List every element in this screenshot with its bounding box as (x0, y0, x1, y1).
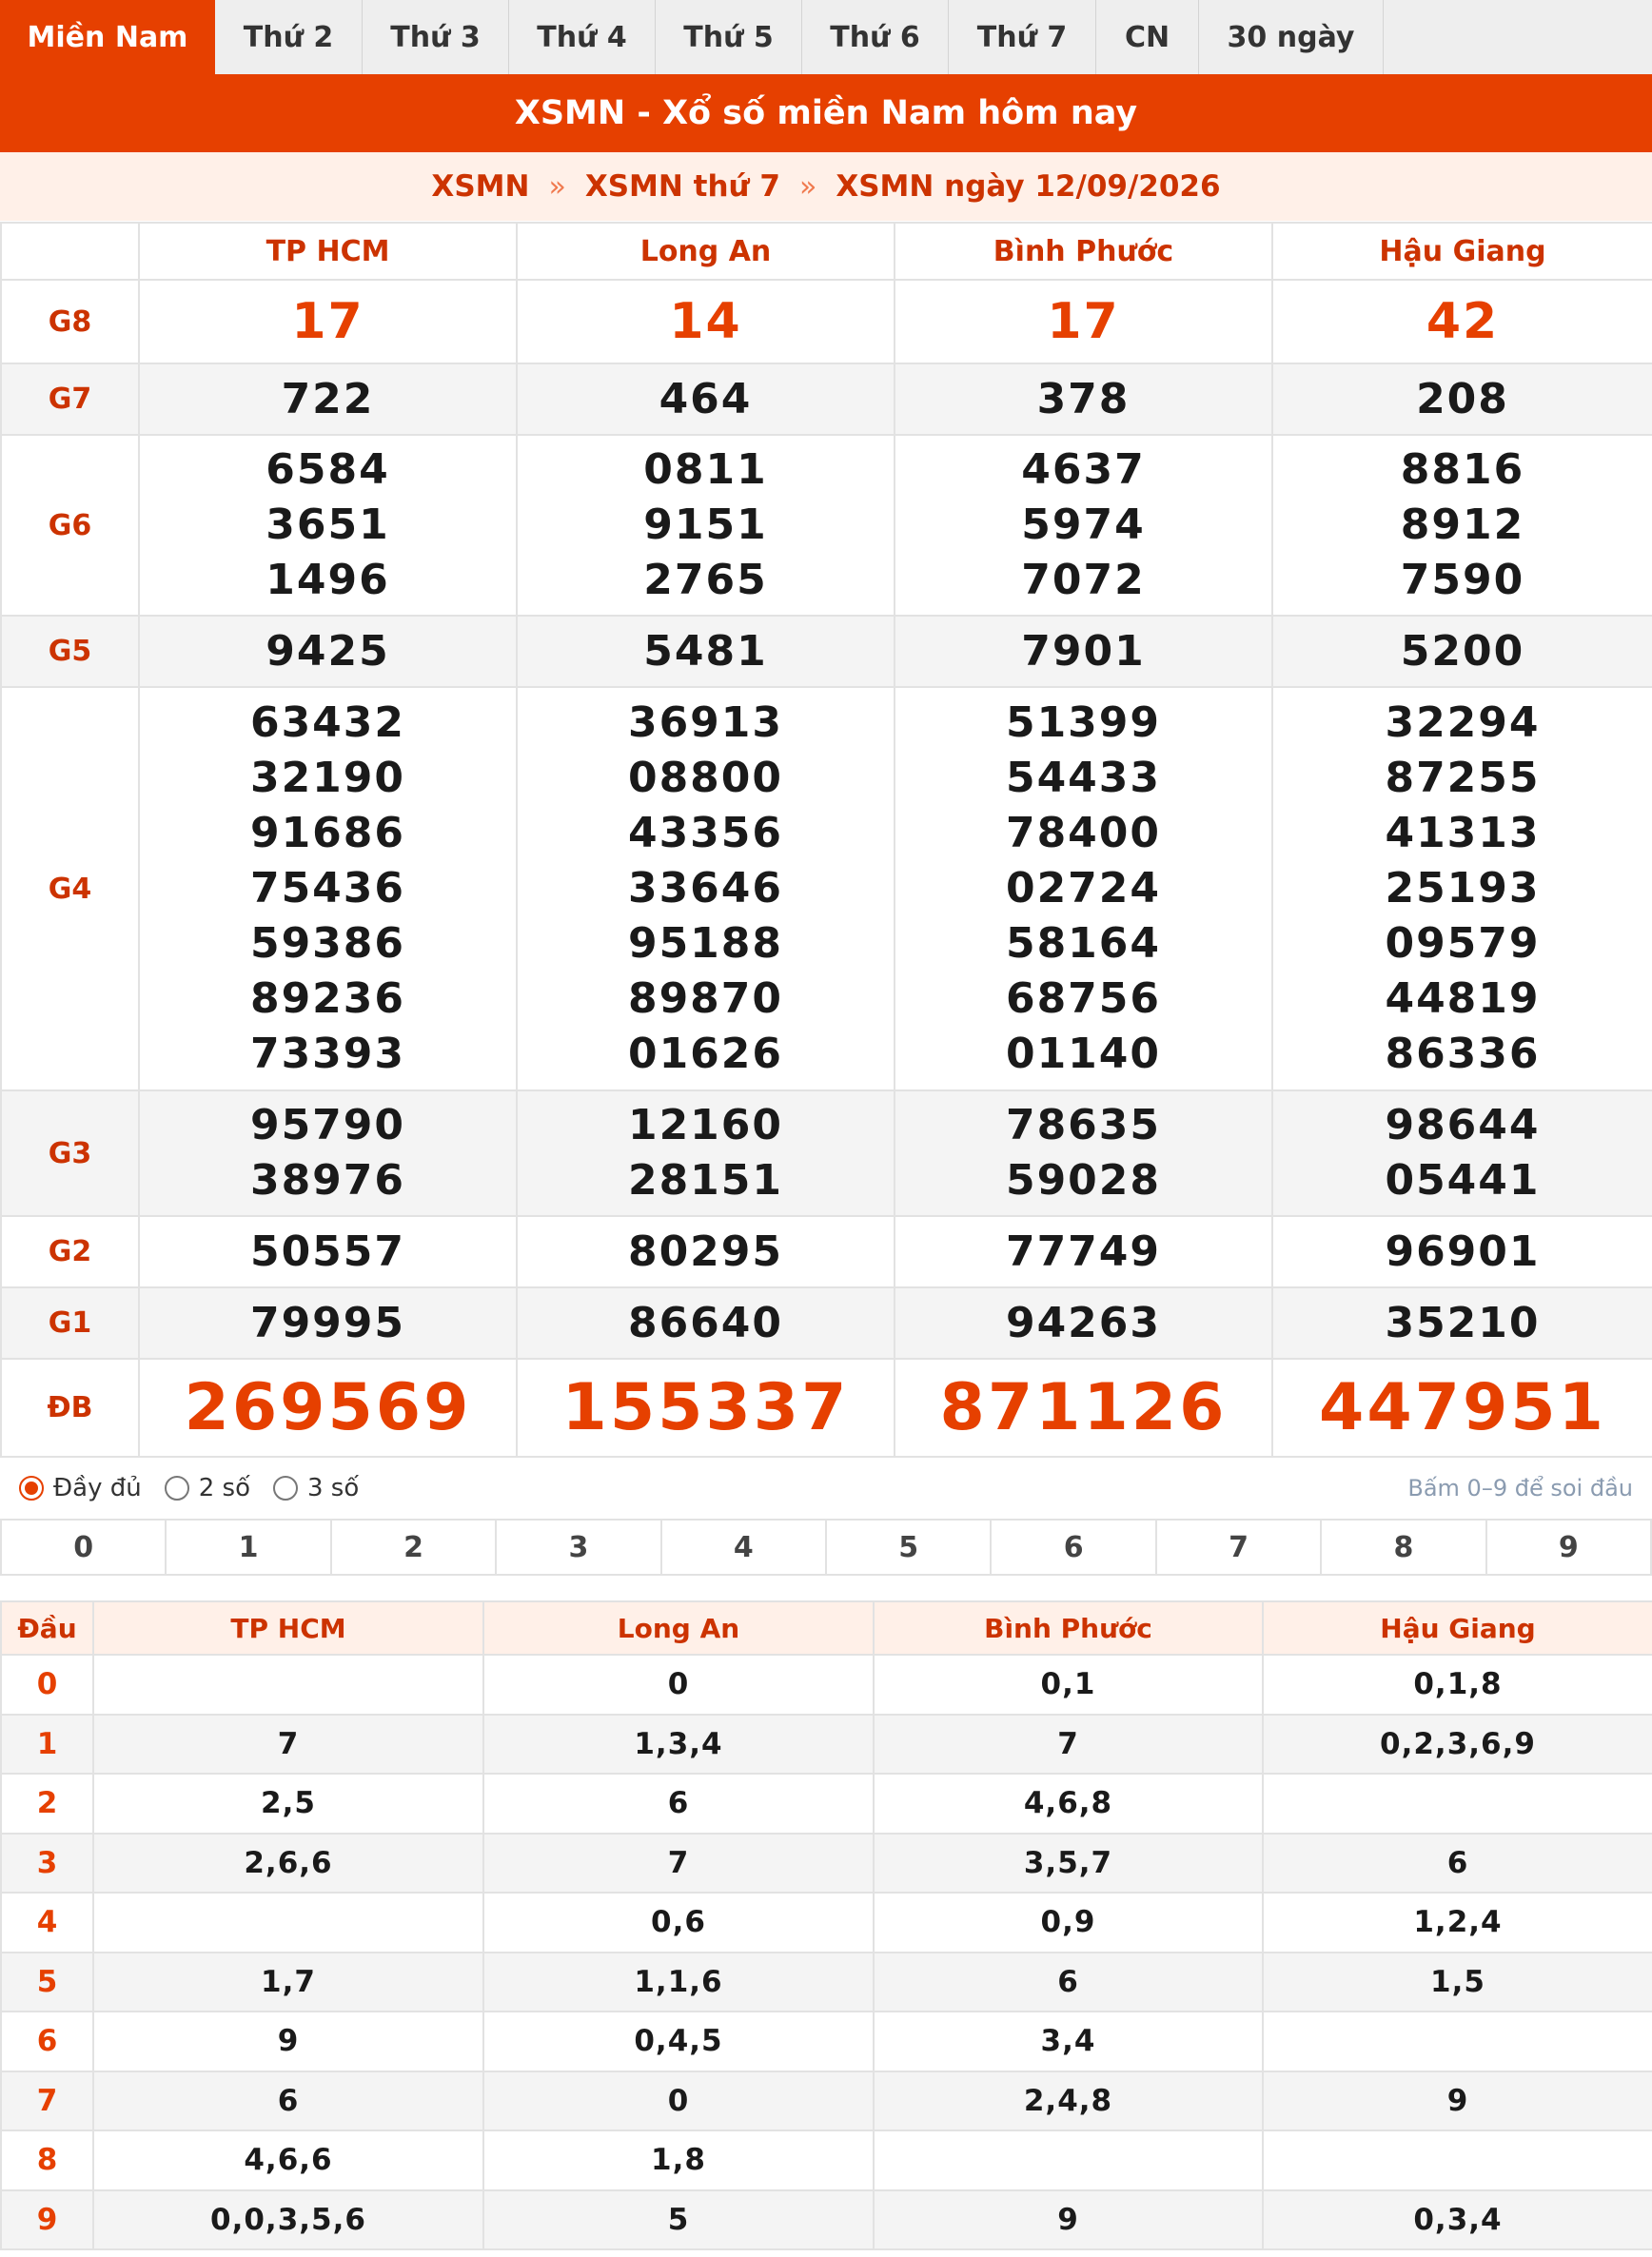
prize-number: 36913 (627, 698, 784, 747)
prize-label: G1 (1, 1287, 139, 1359)
province-header: Hậu Giang (1263, 1601, 1652, 1655)
loto-row (1, 2071, 1652, 2131)
tab-thu-5[interactable]: Thứ 5 (656, 0, 802, 74)
prize-number: 94263 (1005, 1298, 1162, 1347)
loto-tails-cell: 0,4,5 (483, 2012, 874, 2071)
prize-number: 78635 (1005, 1101, 1162, 1149)
prize-cell (895, 687, 1272, 1090)
prize-cell (895, 1090, 1272, 1216)
digit-button-9[interactable]: 9 (1487, 1521, 1652, 1574)
prize-number: 89870 (627, 974, 784, 1023)
loto-table (0, 1600, 1652, 2250)
prize-number: 7072 (1021, 556, 1146, 604)
loto-tails-cell: 0,2,3,6,9 (1263, 1715, 1652, 1775)
prize-number: 7901 (1021, 626, 1146, 676)
prize-cell (139, 363, 517, 435)
radio-label: 3 số (306, 1474, 360, 1502)
loto-tails-cell: 1,1,6 (483, 1953, 874, 2012)
prize-cell (1272, 280, 1652, 363)
radio-checked-icon (19, 1476, 44, 1501)
province-header[interactable]: Hậu Giang (1272, 223, 1652, 280)
loto-head-digit: 5 (1, 1953, 93, 2012)
loto-tails-cell: 0,0,3,5,6 (93, 2190, 483, 2250)
prize-number: 32190 (249, 754, 406, 802)
prize-cell (517, 1359, 895, 1457)
loto-row (1, 1774, 1652, 1834)
loto-tails-cell: 1,8 (483, 2130, 874, 2190)
prize-row (1, 435, 1652, 616)
loto-head-digit: 2 (1, 1774, 93, 1834)
loto-row (1, 2130, 1652, 2190)
loto-row (1, 2190, 1652, 2250)
corner-cell (1, 223, 139, 280)
prize-cell (139, 1287, 517, 1359)
prize-number: 269569 (184, 1369, 472, 1445)
loto-tails-cell: 0,1,8 (1263, 1655, 1652, 1715)
digit-button-6[interactable]: 6 (992, 1521, 1156, 1574)
prize-number: 75436 (249, 864, 406, 913)
loto-tails-cell (1263, 2012, 1652, 2071)
loto-row (1, 1953, 1652, 2012)
prize-number: 59386 (249, 919, 406, 968)
prize-number: 8912 (1400, 500, 1525, 549)
loto-head-digit: 7 (1, 2071, 93, 2131)
prize-cell (895, 280, 1272, 363)
prize-number: 78400 (1005, 809, 1162, 857)
prize-number: 9425 (266, 626, 390, 676)
province-header: Bình Phước (874, 1601, 1263, 1655)
prize-number: 378 (1036, 374, 1131, 423)
prize-number: 447951 (1319, 1369, 1606, 1445)
prize-number: 5200 (1400, 626, 1525, 676)
radio-2-digits[interactable] (165, 1474, 250, 1502)
prize-number: 91686 (249, 809, 406, 857)
prize-number: 86640 (627, 1298, 784, 1347)
prize-cell (1272, 1359, 1652, 1457)
loto-row (1, 1893, 1652, 1953)
prize-row (1, 687, 1652, 1090)
loto-tails-cell: 4,6,8 (874, 1774, 1263, 1834)
prize-number: 54433 (1005, 754, 1162, 802)
prize-cell (1272, 1287, 1652, 1359)
prize-number: 4637 (1021, 445, 1146, 494)
prize-number: 6584 (266, 445, 390, 494)
display-options (0, 1458, 1652, 1519)
loto-head-digit: 8 (1, 2130, 93, 2190)
tab-mien-nam[interactable]: Miền Nam (0, 0, 215, 74)
digit-button-7[interactable]: 7 (1157, 1521, 1322, 1574)
loto-head-column-header: Đầu (1, 1601, 93, 1655)
loto-head-digit: 0 (1, 1655, 93, 1715)
prize-number: 0811 (643, 445, 768, 494)
breadcrumb-current-date[interactable]: XSMN ngày 12/09/2026 (836, 169, 1221, 204)
prize-number: 87255 (1385, 754, 1541, 802)
prize-cell (139, 1216, 517, 1287)
radio-unchecked-icon (165, 1476, 189, 1501)
digit-button-0[interactable]: 0 (0, 1521, 167, 1574)
loto-tails-cell: 0,3,4 (1263, 2190, 1652, 2250)
radio-3-digits[interactable] (273, 1474, 359, 1502)
loto-tails-cell: 6 (93, 2071, 483, 2131)
prize-number: 17 (1047, 293, 1120, 350)
tab-cn[interactable]: CN (1096, 0, 1199, 74)
tab-thu-2[interactable]: Thứ 2 (215, 0, 363, 74)
loto-tails-cell (1263, 1774, 1652, 1834)
prize-label: G6 (1, 435, 139, 616)
prize-cell (517, 687, 895, 1090)
digit-hint: Bấm 0–9 để soi đầu (1407, 1475, 1633, 1501)
loto-row (1, 2012, 1652, 2071)
loto-head-digit: 1 (1, 1715, 93, 1775)
loto-tails-cell: 9 (1263, 2071, 1652, 2131)
prize-number: 28151 (627, 1156, 784, 1205)
digit-button-2[interactable]: 2 (332, 1521, 497, 1574)
prize-label: G7 (1, 363, 139, 435)
prize-number: 89236 (249, 974, 406, 1023)
prize-label: G5 (1, 616, 139, 687)
prize-cell (517, 1287, 895, 1359)
loto-tails-cell (93, 1893, 483, 1953)
prize-number: 2765 (643, 556, 768, 604)
loto-tails-cell (93, 1655, 483, 1715)
prize-number: 871126 (939, 1369, 1228, 1445)
loto-head-digit: 3 (1, 1834, 93, 1894)
loto-head-digit: 9 (1, 2190, 93, 2250)
prize-number: 79995 (249, 1298, 406, 1347)
prize-number: 41313 (1385, 809, 1541, 857)
loto-tails-cell: 0,1 (874, 1655, 1263, 1715)
prize-cell (517, 1216, 895, 1287)
prize-number: 9151 (643, 500, 768, 549)
prize-number: 86336 (1385, 1030, 1541, 1078)
prize-cell (517, 1090, 895, 1216)
region-tabs (0, 0, 1652, 74)
prize-number: 96901 (1385, 1227, 1541, 1276)
province-header[interactable]: TP HCM (139, 223, 517, 280)
prize-cell (1272, 1216, 1652, 1287)
prize-number: 722 (281, 374, 375, 423)
tab-thu-4[interactable]: Thứ 4 (509, 0, 656, 74)
loto-tails-cell: 1,5 (1263, 1953, 1652, 2012)
loto-tails-cell: 7 (874, 1715, 1263, 1775)
prize-cell (1272, 687, 1652, 1090)
prize-number: 09579 (1385, 919, 1541, 968)
prize-number: 02724 (1005, 864, 1162, 913)
province-header[interactable]: Bình Phước (895, 223, 1272, 280)
prize-row (1, 280, 1652, 363)
prize-cell (1272, 616, 1652, 687)
prize-cell (895, 1216, 1272, 1287)
prize-label: ĐB (1, 1359, 139, 1457)
prize-cell (895, 435, 1272, 616)
prize-cell (895, 1287, 1272, 1359)
loto-tails-cell: 2,4,8 (874, 2071, 1263, 2131)
prize-number: 77749 (1005, 1227, 1162, 1276)
breadcrumb-xsmn[interactable]: XSMN (431, 169, 530, 204)
loto-header-row (1, 1601, 1652, 1655)
prize-label: G2 (1, 1216, 139, 1287)
loto-row (1, 1655, 1652, 1715)
prize-cell (517, 616, 895, 687)
loto-tails-cell: 1,3,4 (483, 1715, 874, 1775)
prize-label: G3 (1, 1090, 139, 1216)
prize-number: 73393 (249, 1030, 406, 1078)
loto-row (1, 1715, 1652, 1775)
prize-number: 50557 (249, 1227, 406, 1276)
prize-number: 25193 (1385, 864, 1541, 913)
loto-tails-cell: 0 (483, 1655, 874, 1715)
province-header: Long An (483, 1601, 874, 1655)
prize-number: 95790 (249, 1101, 406, 1149)
loto-tails-cell: 7 (483, 1834, 874, 1894)
prize-number: 08800 (627, 754, 784, 802)
loto-tails-cell: 1,2,4 (1263, 1893, 1652, 1953)
prize-row (1, 616, 1652, 687)
breadcrumb-separator: » (798, 169, 817, 204)
prize-number: 05441 (1385, 1156, 1541, 1205)
loto-tails-cell: 0 (483, 2071, 874, 2131)
prize-row (1, 1090, 1652, 1216)
loto-tails-cell: 2,5 (93, 1774, 483, 1834)
prize-number: 14 (669, 293, 742, 350)
loto-tails-cell: 7 (93, 1715, 483, 1775)
loto-tails-cell: 2,6,6 (93, 1834, 483, 1894)
prize-cell (895, 1359, 1272, 1457)
prize-cell (139, 435, 517, 616)
loto-tails-cell: 6 (483, 1774, 874, 1834)
prize-cell (895, 616, 1272, 687)
prize-number: 12160 (627, 1101, 784, 1149)
prize-number: 155337 (561, 1369, 850, 1445)
prize-number: 01140 (1005, 1030, 1162, 1078)
province-header: TP HCM (93, 1601, 483, 1655)
loto-tails-cell: 6 (874, 1953, 1263, 2012)
loto-tails-cell: 6 (1263, 1834, 1652, 1894)
prize-number: 51399 (1005, 698, 1162, 747)
loto-tails-cell (1263, 2130, 1652, 2190)
tab-thu-3[interactable]: Thứ 3 (363, 0, 509, 74)
digit-button-4[interactable]: 4 (662, 1521, 827, 1574)
prize-number: 35210 (1385, 1298, 1541, 1347)
results-header-row (1, 223, 1652, 280)
breadcrumb-separator: » (548, 169, 566, 204)
prize-cell (1272, 1090, 1652, 1216)
prize-number: 43356 (627, 809, 784, 857)
prize-number: 95188 (627, 919, 784, 968)
prize-number: 464 (659, 374, 753, 423)
loto-head-digit: 4 (1, 1893, 93, 1953)
prize-number: 80295 (627, 1227, 784, 1276)
prize-row (1, 1216, 1652, 1287)
digit-button-5[interactable]: 5 (827, 1521, 992, 1574)
prize-cell (517, 363, 895, 435)
loto-row (1, 1834, 1652, 1894)
prize-number: 63432 (249, 698, 406, 747)
prize-number: 17 (291, 293, 364, 350)
loto-tails-cell: 4,6,6 (93, 2130, 483, 2190)
prize-number: 58164 (1005, 919, 1162, 968)
digit-button-3[interactable]: 3 (497, 1521, 661, 1574)
prize-cell (139, 687, 517, 1090)
prize-cell (1272, 435, 1652, 616)
prize-cell (139, 616, 517, 687)
prize-number: 3651 (266, 500, 390, 549)
prize-cell (895, 363, 1272, 435)
prize-row (1, 363, 1652, 435)
prize-number: 68756 (1005, 974, 1162, 1023)
prize-number: 42 (1426, 293, 1500, 350)
results-table (0, 222, 1652, 1458)
loto-tails-cell: 9 (874, 2190, 1263, 2250)
page-title: XSMN - Xổ số miền Nam hôm nay (0, 74, 1652, 152)
prize-number: 5974 (1021, 500, 1146, 549)
prize-cell (517, 280, 895, 363)
tab-thu-6[interactable]: Thứ 6 (802, 0, 949, 74)
breadcrumb-xsmn-thu-7[interactable]: XSMN thứ 7 (584, 169, 780, 204)
digit-filter (0, 1519, 1652, 1576)
radio-full[interactable] (19, 1474, 142, 1502)
prize-number: 208 (1416, 374, 1509, 423)
prize-cell (139, 280, 517, 363)
breadcrumb (0, 152, 1652, 221)
loto-tails-cell: 0,9 (874, 1893, 1263, 1953)
prize-number: 44819 (1385, 974, 1541, 1023)
radio-unchecked-icon (273, 1476, 298, 1501)
digit-button-1[interactable]: 1 (167, 1521, 331, 1574)
prize-cell (139, 1359, 517, 1457)
prize-number: 38976 (249, 1156, 406, 1205)
province-header[interactable]: Long An (517, 223, 895, 280)
loto-tails-cell (874, 2130, 1263, 2190)
tab-30-ngay[interactable]: 30 ngày (1199, 0, 1384, 74)
prize-number: 5481 (643, 626, 768, 676)
loto-tails-cell: 1,7 (93, 1953, 483, 2012)
prize-cell (517, 435, 895, 616)
loto-head-digit: 6 (1, 2012, 93, 2071)
prize-number: 8816 (1400, 445, 1525, 494)
prize-number: 7590 (1400, 556, 1525, 604)
prize-cell (1272, 363, 1652, 435)
radio-label: Đầy đủ (53, 1474, 142, 1502)
radio-label: 2 số (198, 1474, 250, 1502)
tab-thu-7[interactable]: Thứ 7 (949, 0, 1096, 74)
loto-tails-cell: 3,5,7 (874, 1834, 1263, 1894)
loto-tails-cell: 9 (93, 2012, 483, 2071)
prize-number: 01626 (627, 1030, 784, 1078)
prize-number: 98644 (1385, 1101, 1541, 1149)
prize-label: G8 (1, 280, 139, 363)
loto-tails-cell: 3,4 (874, 2012, 1263, 2071)
prize-number: 59028 (1005, 1156, 1162, 1205)
prize-number: 1496 (266, 556, 390, 604)
prize-cell (139, 1090, 517, 1216)
prize-row (1, 1287, 1652, 1359)
loto-tails-cell: 0,6 (483, 1893, 874, 1953)
loto-tails-cell: 5 (483, 2190, 874, 2250)
digit-button-8[interactable]: 8 (1322, 1521, 1486, 1574)
prize-number: 32294 (1385, 698, 1541, 747)
prize-label: G4 (1, 687, 139, 1090)
prize-row (1, 1359, 1652, 1457)
prize-number: 33646 (627, 864, 784, 913)
